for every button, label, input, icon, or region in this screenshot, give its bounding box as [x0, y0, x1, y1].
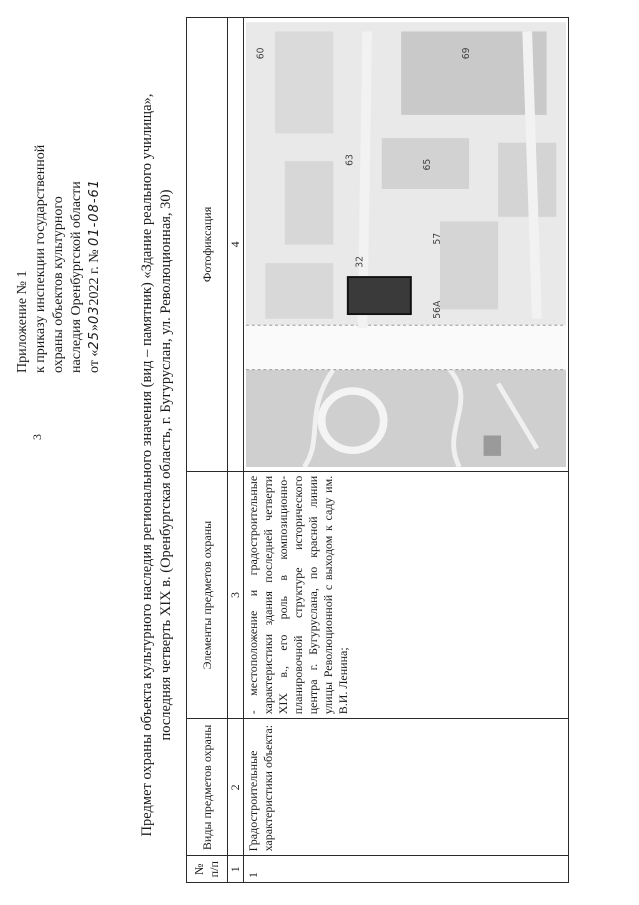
- colnum-1: 1: [228, 856, 244, 883]
- map-label: 63: [344, 153, 356, 166]
- title-line-2: последняя четверть XIX в. (Оренбургская область, г. Бугуруслан, ул. Революционная, 30): [158, 189, 174, 741]
- map-label: 69: [460, 47, 473, 60]
- colnum-2: 2: [228, 719, 244, 856]
- protection-table: [186, 17, 569, 883]
- appendix-org-line-1: охраны объектов культурного: [51, 196, 66, 373]
- site-map-image: [246, 22, 566, 467]
- appendix-order-line: к приказу инспекции государственной: [33, 144, 48, 373]
- map-label: 32: [354, 255, 366, 268]
- header-kind: Виды предметов охраны: [187, 719, 228, 856]
- date-month-handwritten: 03: [87, 305, 102, 325]
- table-header-row: [187, 18, 228, 883]
- date-year: 2022 г. №: [87, 249, 102, 306]
- map-label: 65: [422, 158, 434, 171]
- date-mid: »: [87, 324, 102, 332]
- row-elements: - местоположение и градостроительные характеристики здания последней четверти XIX в., его роль в композиционно-планировочной структуре исторического центра г. Бугуруслана, по красной линии улицы Революционной с выходом к саду им. В.И. Ленина;: [244, 471, 569, 719]
- table-row: [244, 18, 569, 883]
- appendix-date-line: [86, 13, 104, 373]
- appendix-org-line-2: наследия Оренбургской области: [69, 181, 84, 373]
- title-line-1: Предмет охраны объекта культурного наследия регионального значения (вид – памятник) «Здание реального училища»,: [139, 93, 155, 837]
- order-number-handwritten: 01-08-61: [87, 178, 102, 246]
- date-prefix: от «: [87, 349, 102, 373]
- appendix-header: [14, 13, 104, 373]
- page-number: 3: [30, 434, 44, 440]
- rotated-document-content: [8, 13, 568, 893]
- header-num: № п/п: [187, 856, 228, 883]
- appendix-title: Приложение № 1: [15, 270, 30, 373]
- map-label: 57: [431, 232, 444, 245]
- map-label: 60: [255, 47, 267, 60]
- row-kind: Градостроительные характеристики объекта:: [244, 719, 569, 856]
- map-cell: [244, 18, 569, 472]
- date-day-handwritten: 25: [87, 331, 102, 350]
- colnum-3: 3: [228, 471, 244, 719]
- document-title: [138, 45, 176, 885]
- header-photo: Фотофиксация: [187, 18, 228, 472]
- map-label: 56А: [431, 300, 444, 319]
- row-num: 1: [244, 856, 569, 883]
- header-elements: Элементы предметов охраны: [187, 471, 228, 719]
- colnum-4: 4: [228, 18, 244, 472]
- column-numbers-row: [228, 18, 244, 883]
